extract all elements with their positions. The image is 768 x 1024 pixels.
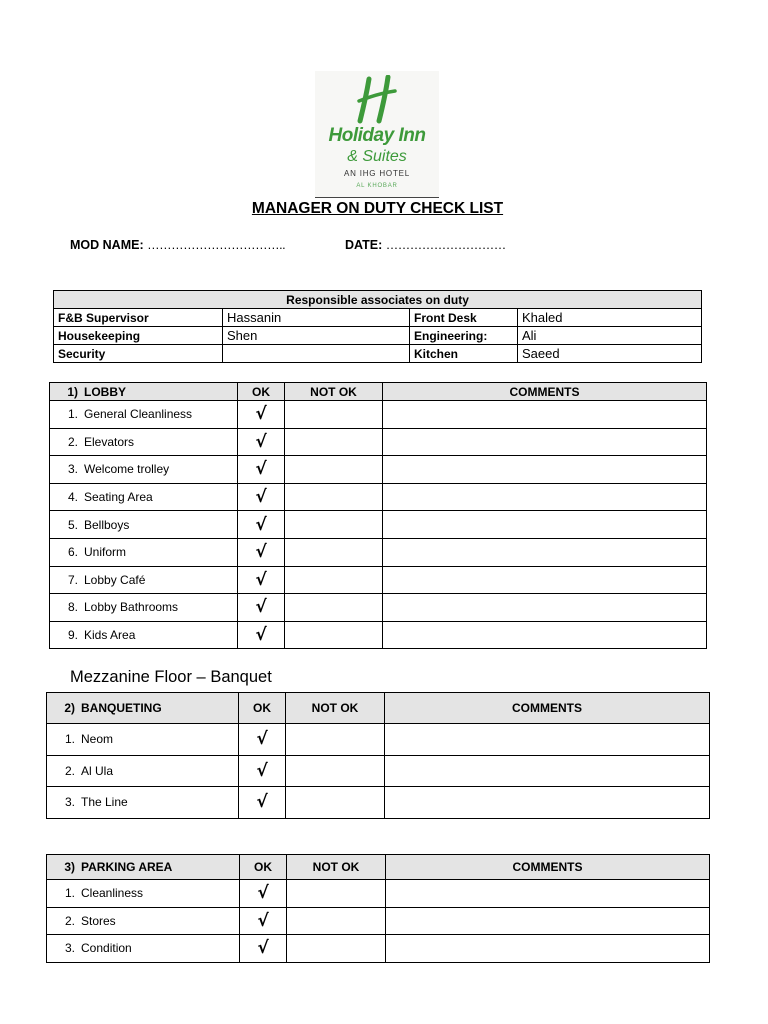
checklist-row — [50, 621, 707, 649]
comments-cell[interactable] — [383, 538, 707, 566]
item-number: 4. — [67, 490, 78, 505]
comments-cell[interactable] — [383, 594, 707, 622]
role-cell: F&B Supervisor — [54, 309, 223, 327]
item-cell — [50, 621, 238, 649]
checklist-row — [47, 724, 710, 756]
item-label: Lobby Café — [84, 572, 146, 587]
comments-cell[interactable] — [383, 483, 707, 511]
item-cell — [50, 511, 238, 539]
role-cell: Kitchen — [410, 345, 518, 363]
item-label: Elevators — [84, 434, 135, 449]
comments-cell[interactable] — [386, 907, 710, 935]
comments-cell[interactable] — [386, 935, 710, 963]
logo-city-line: AL KHOBAR — [356, 183, 398, 189]
ok-check-mark[interactable]: √ — [238, 621, 285, 649]
parking-checklist-table — [46, 854, 710, 963]
role-cell: Engineering: — [410, 327, 518, 345]
comments-cell[interactable] — [383, 621, 707, 649]
not-ok-cell[interactable] — [286, 724, 385, 756]
hotel-logo — [315, 71, 439, 197]
item-cell — [47, 724, 239, 756]
item-cell — [47, 935, 240, 963]
ok-check-mark[interactable]: √ — [239, 787, 286, 819]
ok-check-mark[interactable]: √ — [239, 724, 286, 756]
name-cell — [223, 345, 410, 363]
comments-column-header: COMMENTS — [386, 855, 710, 880]
comments-cell[interactable] — [383, 401, 707, 429]
comments-column-header: COMMENTS — [383, 383, 707, 401]
ok-check-mark[interactable]: √ — [240, 935, 287, 963]
ok-column-header: OK — [238, 383, 285, 401]
document-title: MANAGER ON DUTY CHECK LIST — [251, 200, 504, 217]
checklist-row — [50, 566, 707, 594]
not-ok-column-header: NOT OK — [286, 693, 385, 724]
mezzanine-heading: Mezzanine Floor – Banquet — [70, 668, 272, 686]
item-number: 2. — [67, 434, 78, 449]
table-row — [54, 345, 702, 363]
not-ok-cell[interactable] — [287, 907, 386, 935]
item-label: Seating Area — [84, 490, 153, 505]
date-blank: ………………………… — [385, 238, 506, 252]
not-ok-column-header: NOT OK — [285, 383, 383, 401]
checklist-row — [50, 538, 707, 566]
ok-check-mark[interactable]: √ — [238, 538, 285, 566]
item-label: The Line — [81, 795, 128, 810]
item-cell — [47, 880, 240, 908]
ok-check-mark[interactable]: √ — [238, 428, 285, 456]
role-cell: Front Desk — [410, 309, 518, 327]
not-ok-cell[interactable] — [286, 787, 385, 819]
item-cell — [47, 755, 239, 787]
ok-check-mark[interactable]: √ — [238, 594, 285, 622]
associates-table — [53, 290, 702, 363]
item-label: Kids Area — [84, 628, 136, 643]
item-number: 8. — [67, 600, 78, 615]
lobby-checklist-table — [49, 382, 707, 649]
comments-cell[interactable] — [385, 787, 710, 819]
item-label: Neom — [81, 732, 114, 747]
ok-check-mark[interactable]: √ — [238, 483, 285, 511]
section-header — [47, 693, 239, 724]
not-ok-cell[interactable] — [285, 511, 383, 539]
role-cell: Housekeeping — [54, 327, 223, 345]
section-number: 1) — [67, 384, 78, 399]
section-number: 3) — [64, 860, 75, 874]
logo-ihg-line: AN IHG HOTEL — [343, 169, 411, 178]
role-cell: Security — [54, 345, 223, 363]
logo-brand-line1: Holiday Inn — [328, 125, 426, 146]
item-cell — [50, 401, 238, 429]
not-ok-cell[interactable] — [286, 755, 385, 787]
not-ok-cell[interactable] — [287, 880, 386, 908]
item-number: 3. — [64, 941, 75, 956]
item-number: 2. — [64, 763, 75, 778]
not-ok-cell[interactable] — [285, 566, 383, 594]
comments-cell[interactable] — [383, 456, 707, 484]
ok-check-mark[interactable]: √ — [238, 456, 285, 484]
item-label: Cleanliness — [81, 886, 144, 901]
checklist-row — [47, 880, 710, 908]
item-number: 5. — [67, 517, 78, 532]
checklist-row — [47, 935, 710, 963]
comments-cell[interactable] — [383, 428, 707, 456]
not-ok-cell[interactable] — [285, 621, 383, 649]
name-cell: Shen — [223, 327, 410, 345]
not-ok-cell[interactable] — [285, 401, 383, 429]
comments-cell[interactable] — [386, 880, 710, 908]
checklist-row — [50, 428, 707, 456]
checklist-row — [50, 401, 707, 429]
item-label: Lobby Bathrooms — [84, 600, 179, 615]
item-label: Condition — [81, 941, 132, 956]
item-number: 1. — [67, 407, 78, 422]
checklist-row — [50, 456, 707, 484]
item-cell — [47, 907, 240, 935]
h-monogram-icon — [355, 75, 399, 125]
item-label: Bellboys — [84, 517, 130, 532]
checklist-row — [50, 483, 707, 511]
checklist-row — [50, 511, 707, 539]
item-cell — [50, 483, 238, 511]
not-ok-cell[interactable] — [285, 483, 383, 511]
not-ok-cell[interactable] — [287, 935, 386, 963]
checklist-row — [47, 755, 710, 787]
section-number: 2) — [64, 701, 75, 715]
comments-column-header: COMMENTS — [385, 693, 710, 724]
comments-cell[interactable] — [385, 755, 710, 787]
ok-column-header: OK — [240, 855, 287, 880]
ok-check-mark[interactable]: √ — [240, 907, 287, 935]
item-label: Al Ula — [81, 763, 114, 778]
not-ok-cell[interactable] — [285, 538, 383, 566]
section-title: LOBBY — [84, 384, 126, 399]
mod-name-label: MOD NAME: — [70, 238, 144, 252]
not-ok-cell[interactable] — [285, 456, 383, 484]
name-cell: Khaled — [518, 309, 702, 327]
item-cell — [50, 428, 238, 456]
name-cell: Hassanin — [223, 309, 410, 327]
item-cell — [50, 566, 238, 594]
item-label: Stores — [81, 913, 116, 928]
item-number: 9. — [67, 628, 78, 643]
section-title: PARKING AREA — [81, 860, 173, 874]
ok-check-mark[interactable]: √ — [238, 511, 285, 539]
item-number: 6. — [67, 545, 78, 560]
item-number: 1. — [64, 886, 75, 901]
mod-name-blank: …………………………….. — [147, 238, 286, 252]
mod-name-field — [70, 238, 285, 252]
date-label: DATE: — [345, 238, 383, 252]
ok-check-mark[interactable]: √ — [238, 566, 285, 594]
section-title: BANQUETING — [81, 701, 162, 715]
table-row — [54, 327, 702, 345]
ok-column-header: OK — [239, 693, 286, 724]
item-number: 7. — [67, 572, 78, 587]
name-cell: Saeed — [518, 345, 702, 363]
table-row — [54, 309, 702, 327]
checklist-row — [47, 787, 710, 819]
comments-cell[interactable] — [383, 511, 707, 539]
associates-header: Responsible associates on duty — [54, 291, 702, 309]
not-ok-cell[interactable] — [285, 594, 383, 622]
item-label: Uniform — [84, 545, 127, 560]
item-number: 3. — [64, 795, 75, 810]
logo-brand-line2: & Suites — [347, 148, 407, 165]
item-cell — [47, 787, 239, 819]
item-number: 2. — [64, 913, 75, 928]
ok-check-mark[interactable]: √ — [239, 755, 286, 787]
item-number: 1. — [64, 732, 75, 747]
name-cell: Ali — [518, 327, 702, 345]
not-ok-column-header: NOT OK — [287, 855, 386, 880]
logo-divider — [315, 197, 439, 198]
item-label: Welcome trolley — [84, 462, 170, 477]
item-label: General Cleanliness — [84, 407, 193, 422]
ok-check-mark[interactable]: √ — [240, 880, 287, 908]
checklist-row — [47, 907, 710, 935]
date-field — [345, 238, 506, 252]
section-header — [47, 855, 240, 880]
comments-cell[interactable] — [383, 566, 707, 594]
checklist-row — [50, 594, 707, 622]
item-cell — [50, 594, 238, 622]
section-header — [50, 383, 238, 401]
not-ok-cell[interactable] — [285, 428, 383, 456]
item-number: 3. — [67, 462, 78, 477]
item-cell — [50, 538, 238, 566]
ok-check-mark[interactable]: √ — [238, 401, 285, 429]
comments-cell[interactable] — [385, 724, 710, 756]
item-cell — [50, 456, 238, 484]
banqueting-checklist-table — [46, 692, 710, 819]
